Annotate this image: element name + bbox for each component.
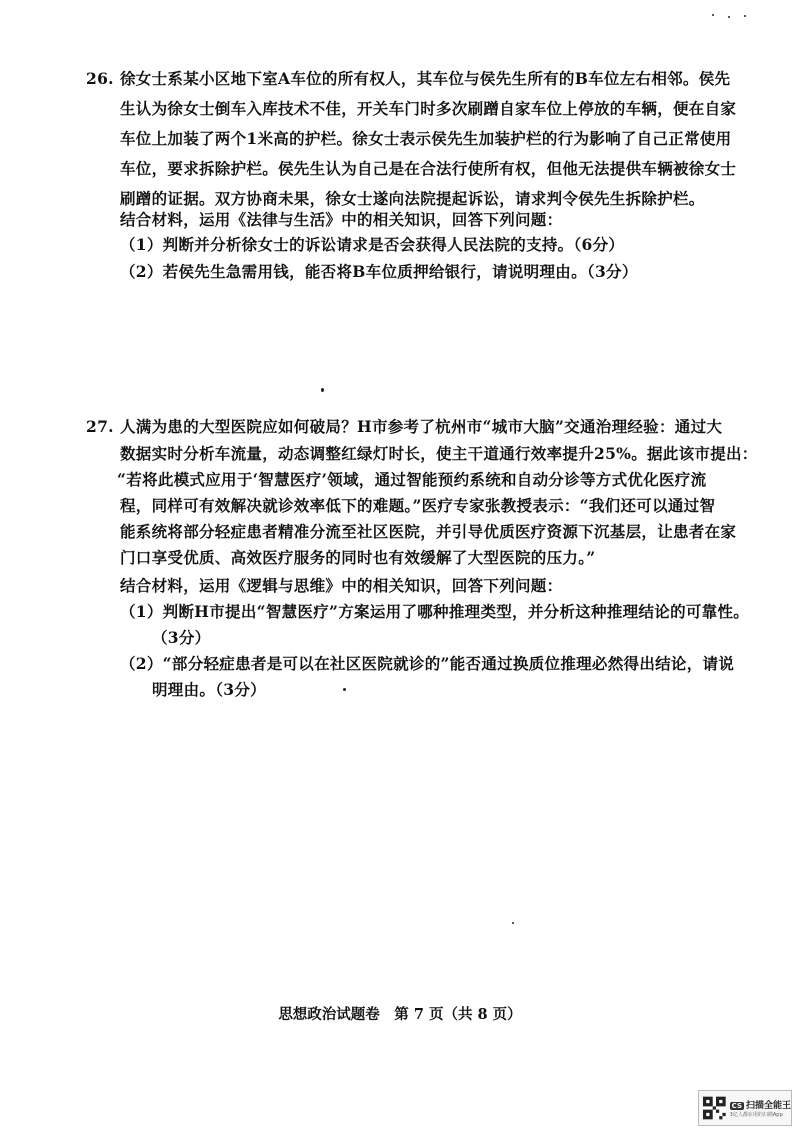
question-26-number: 26.	[86, 69, 114, 88]
watermark-title: 扫描全能王	[745, 1101, 791, 1111]
question-27-subquestion-1-score: （3分）	[152, 628, 211, 647]
question-26-line-3: 车位上加装了两个1米高的护栏。徐女士表示侯先生加装护栏的行为影响了自己正常使用	[120, 129, 732, 148]
scanner-watermark	[698, 1090, 792, 1126]
question-27-line-5: 能系统将部分轻症患者精准分流至社区医院，并引导优质医疗资源下沉基层，让患者在家	[120, 522, 737, 541]
question-26-line-5: 刷蹭的证据。双方协商未果，徐女士遂向法院提起诉讼，请求判令侯先生拆除护栏。	[120, 189, 705, 208]
question-26-subquestion-2: （2）若侯先生急需用钱，能否将B车位质押给银行，请说明理由。（3分）	[120, 262, 638, 281]
scan-speck	[321, 388, 324, 392]
question-26-instruction: 结合材料，运用《法律与生活》中的相关知识，回答下列问题：	[120, 210, 563, 229]
question-27-line-1: 27. 人满为患的大型医院应如何破局？H市参考了杭州市“城市大脑”交通治理经验：通过大	[86, 417, 723, 436]
question-27-line-4: 程，同样可有效解决就诊效率低下的难题。”医疗专家张教授表示：“我们还可以通过智	[120, 496, 716, 515]
question-26-subquestion-1: （1）判断并分析徐女士的诉讼请求是否会获得人民法院的支持。（6分）	[120, 235, 625, 254]
question-27-line-3: “若将此模式应用于‘智慧医疗’领域，通过智能预约系统和自动分诊等方式优化医疗流	[117, 470, 707, 489]
question-27-subquestion-1: （1）判断H市提出“智慧医疗”方案运用了哪种推理类型，并分析这种推理结论的可靠性。	[120, 602, 750, 621]
watermark-subtitle: 3亿人都在用的扫描App	[729, 1112, 783, 1118]
scan-speck	[744, 15, 746, 17]
cs-logo: CS	[731, 1102, 742, 1110]
page-footer: 思想政治试题卷 第 7 页（共 8 页）	[278, 1006, 522, 1023]
scan-speck	[512, 922, 514, 924]
scan-speck	[712, 14, 714, 16]
question-27-subquestion-2-cont: 明理由。（3分）	[152, 680, 266, 699]
question-27-instruction: 结合材料，运用《逻辑与思维》中的相关知识，回答下列问题：	[120, 576, 563, 595]
question-26-line-2: 生认为徐女士倒车入库技术不佳，开关车门时多次刷蹭自家车位上停放的车辆，便在自家	[120, 99, 737, 118]
qr-code-icon	[703, 1094, 726, 1122]
question-26-line-4: 车位，要求拆除护栏。侯先生认为自己是在合法行使所有权，但他无法提供车辆被徐女士	[120, 159, 737, 178]
question-26-line-1: 26. 徐女士系某小区地下室A车位的所有权人，其车位与侯先生所有的B车位左右相邻。侯先	[86, 69, 731, 88]
question-27-line-2: 数据实时分析车流量，动态调整红绿灯时长，使主干道通行效率提升25%。据此该市提出：	[120, 444, 758, 463]
question-27-number: 27.	[86, 417, 114, 436]
question-27-line-6: 门口享受优质、高效医疗服务的同时也有效缓解了大型医院的压力。”	[120, 548, 596, 567]
question-27-subquestion-2: （2）“部分轻症患者是可以在社区医院就诊的”能否通过换质位推理必然得出结论，请说	[120, 654, 735, 673]
scan-speck	[343, 688, 346, 691]
scan-speck	[728, 16, 730, 18]
